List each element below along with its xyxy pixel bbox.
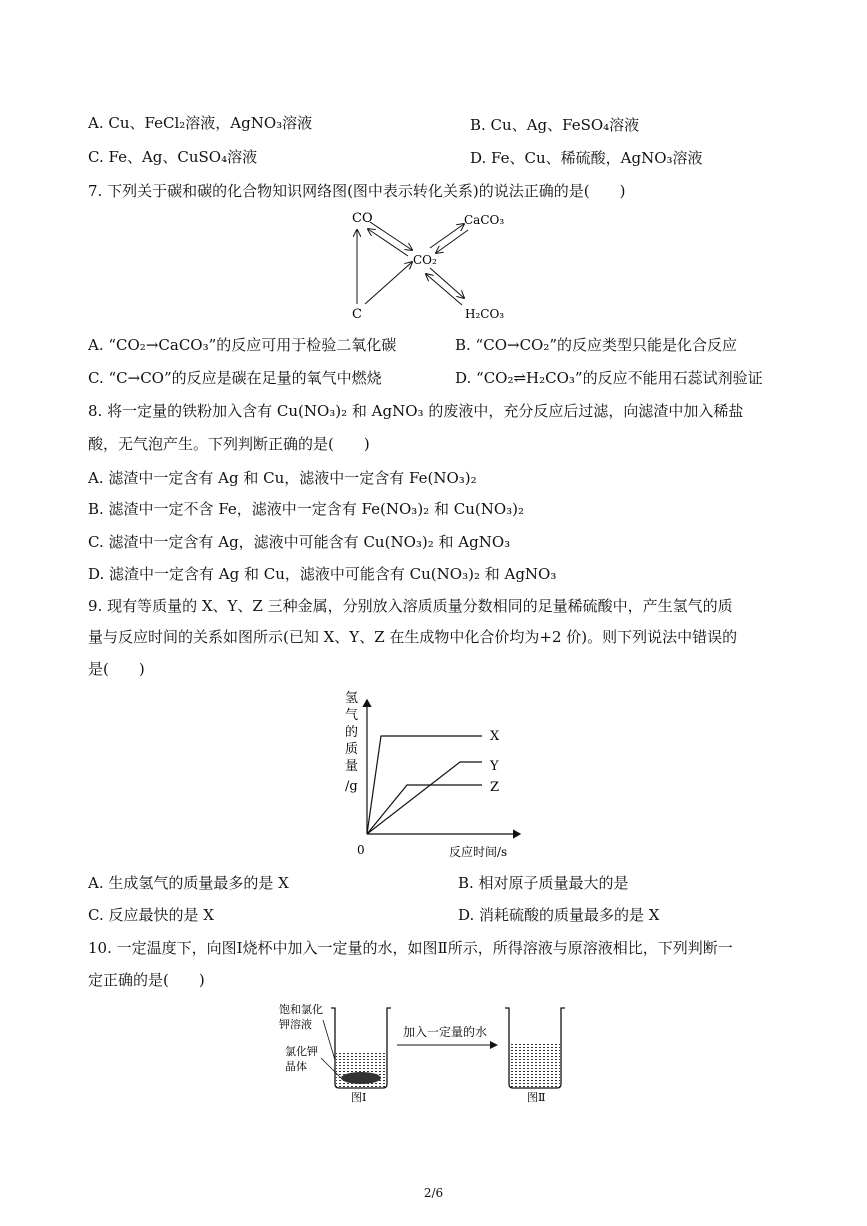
q7-option-d: D. “CO₂⇌H₂CO₃”的反应不能用石蕊试剂验证 <box>455 369 763 387</box>
series-x-label: X <box>490 729 500 744</box>
chart-ylabel-6: /g <box>345 779 358 794</box>
carbon-network-diagram <box>330 200 530 325</box>
q8-option-b: B. 滤渣中一定不含 Fe，滤液中一定含有 Fe(NO₃)₂ 和 Cu(NO₃)₂ <box>88 500 525 518</box>
series-z-line <box>367 785 482 834</box>
q9-stem-line1: 9. 现有等质量的 X、Y、Z 三种金属，分别放入溶质质量分数相同的足量稀硫酸中，产生氢气的质 <box>88 597 733 615</box>
chart-ylabel-4: 质 <box>345 742 359 757</box>
q9-option-c: C. 反应最快的是 X <box>88 906 214 924</box>
page-number: 2/6 <box>423 1186 444 1200</box>
label-saturated-kcl-1: 饱和氯化 <box>279 1003 323 1016</box>
q8-stem-line2: 酸，无气泡产生。下列判断正确的是( ) <box>88 435 370 453</box>
q7-option-c: C. “C→CO”的反应是碳在足量的氧气中燃烧 <box>88 369 382 387</box>
series-z-label: Z <box>490 780 500 795</box>
q7-stem: 7. 下列关于碳和碳的化合物知识网络图(图中表示转化关系)的说法正确的是( ) <box>88 182 626 200</box>
chart-ylabel-1: 氢 <box>345 691 359 706</box>
q6-option-c: C. Fe、Ag、CuSO₄溶液 <box>88 148 258 166</box>
arrow-text: 加入一定量的水 <box>403 1025 488 1039</box>
q7-option-b: B. “CO→CO₂”的反应类型只能是化合反应 <box>455 336 738 354</box>
q9-stem-line3: 是( ) <box>88 660 145 678</box>
label-saturated-kcl-2: 钾溶液 <box>279 1018 312 1031</box>
diagram-co2: CO₂ <box>413 253 437 267</box>
q8-option-d: D. 滤渣中一定含有 Ag 和 Cu，滤液中可能含有 Cu(NO₃)₂ 和 AgNO₃ <box>88 565 557 583</box>
chart-xlabel: 反应时间/s <box>449 845 508 859</box>
diagram-co: CO <box>352 211 373 226</box>
q8-option-c: C. 滤渣中一定含有 Ag，滤液中可能含有 Cu(NO₃)₂ 和 AgNO₃ <box>88 533 511 551</box>
q6-option-a: A. Cu、FeCl₂溶液，AgNO₃溶液 <box>88 114 313 132</box>
q9-option-d: D. 消耗硫酸的质量最多的是 X <box>458 906 660 924</box>
q8-option-a: A. 滤渣中一定含有 Ag 和 Cu，滤液中一定含有 Fe(NO₃)₂ <box>88 469 477 487</box>
beaker-2-solution <box>510 1042 560 1087</box>
chart-ylabel-2: 气 <box>345 708 359 723</box>
q9-option-b: B. 相对原子质量最大的是 <box>458 874 629 892</box>
diagram-caco3: CaCO₃ <box>464 213 505 227</box>
q10-stem-line2: 定正确的是( ) <box>88 971 205 989</box>
figure-1-label: 图Ⅰ <box>351 1091 367 1104</box>
label-kcl-crystal-1: 氯化钾 <box>285 1045 318 1058</box>
series-y-line <box>367 762 482 834</box>
label-kcl-crystal-2: 晶体 <box>285 1060 307 1073</box>
q7-option-a: A. “CO₂→CaCO₃”的反应可用于检验二氧化碳 <box>88 336 397 354</box>
diagram-h2co3: H₂CO₃ <box>465 307 505 321</box>
figure-2-label: 图Ⅱ <box>527 1091 546 1104</box>
chart-ylabel-5: 量 <box>345 759 359 774</box>
chart-ylabel-3: 的 <box>345 725 359 740</box>
q6-option-b: B. Cu、Ag、FeSO₄溶液 <box>470 116 640 134</box>
q9-option-a: A. 生成氢气的质量最多的是 X <box>88 874 289 892</box>
beaker-1-crystals <box>341 1072 381 1084</box>
diagram-c: C <box>352 307 362 322</box>
series-y-label: Y <box>490 759 499 774</box>
q8-stem-line1: 8. 将一定量的铁粉加入含有 Cu(NO₃)₂ 和 AgNO₃ 的废液中，充分反应后过滤，向滤渣中加入稀盐 <box>88 402 744 420</box>
beaker-diagram <box>275 998 575 1104</box>
chart-origin: 0 <box>357 843 365 857</box>
hydrogen-mass-chart <box>335 688 535 860</box>
q10-stem-line1: 10. 一定温度下，向图Ⅰ烧杯中加入一定量的水，如图Ⅱ所示，所得溶液与原溶液相比，下列判断一 <box>88 939 733 957</box>
q6-option-d: D. Fe、Cu、稀硫酸，AgNO₃溶液 <box>470 149 703 167</box>
q9-stem-line2: 量与反应时间的关系如图所示(已知 X、Y、Z 在生成物中化合价均为+2 价)。则下列说法中错误的 <box>88 628 738 646</box>
